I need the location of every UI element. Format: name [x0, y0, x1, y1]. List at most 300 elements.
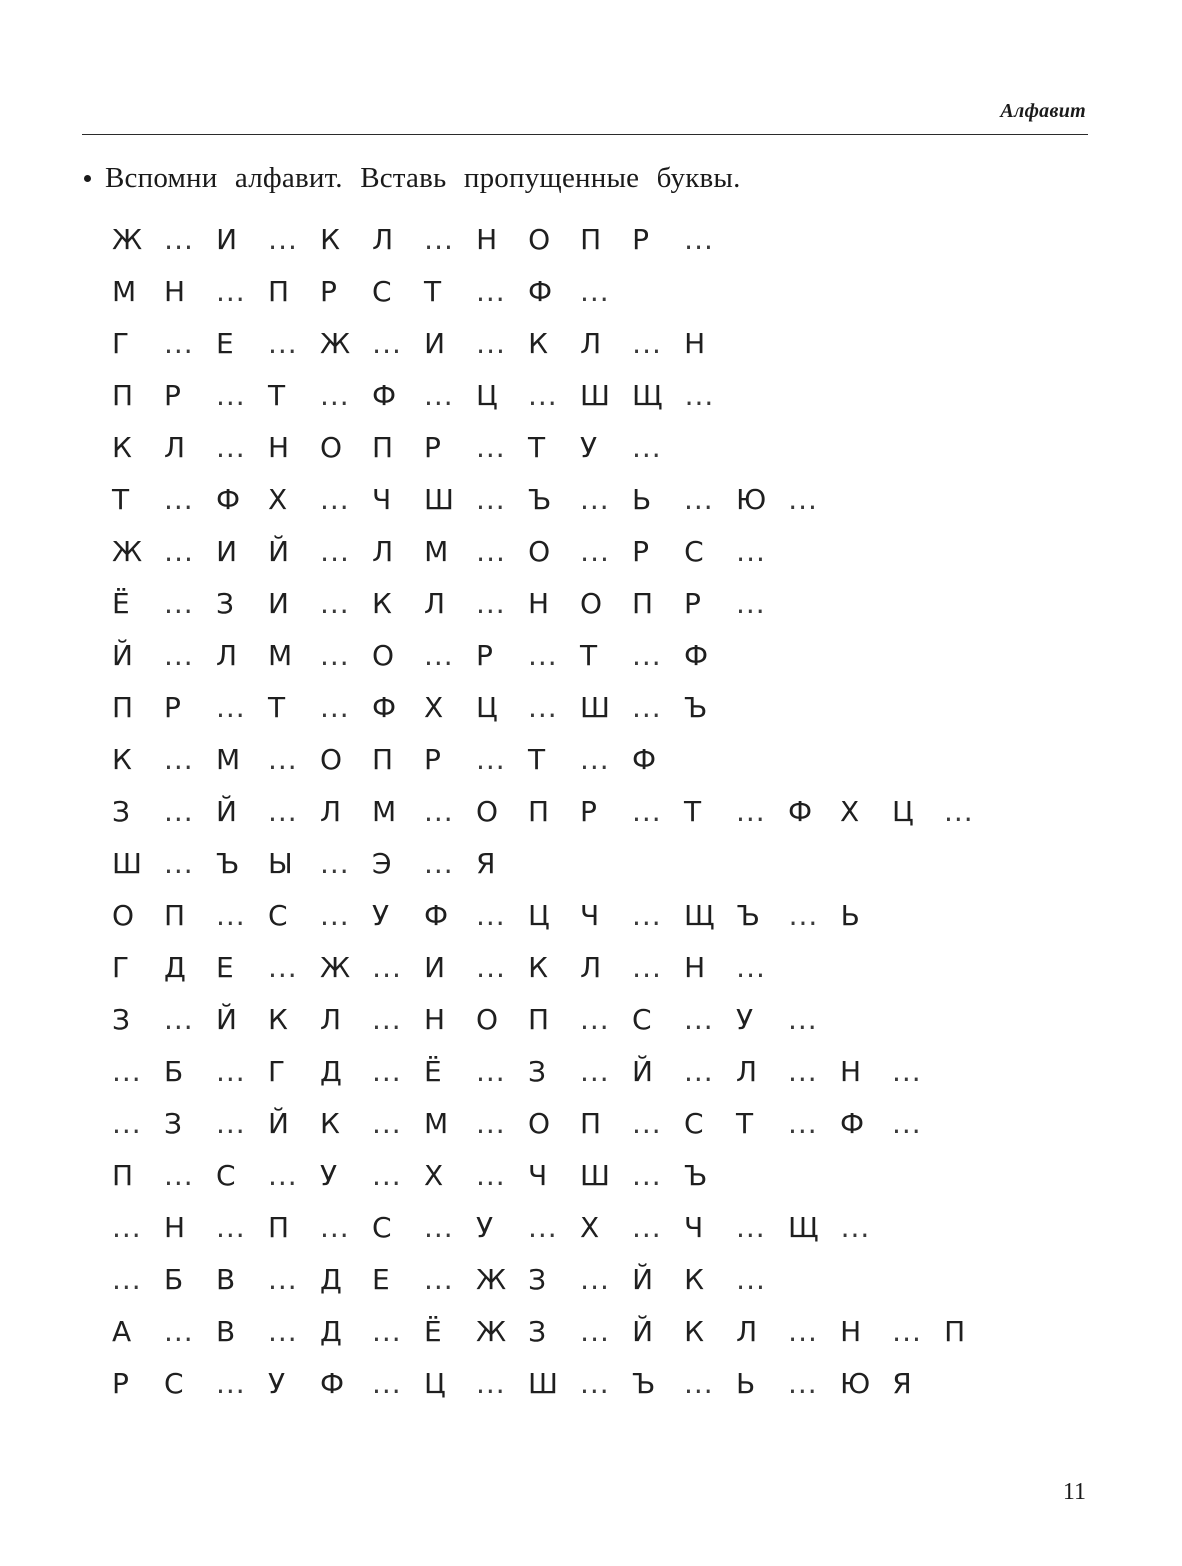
letter-cell: Ф: [632, 743, 657, 776]
letter-cell: Х: [840, 795, 860, 828]
letter-cell: Р: [424, 431, 441, 464]
blank-cell[interactable]: ...: [476, 483, 506, 516]
letter-cell: Ж: [476, 1263, 507, 1296]
blank-cell[interactable]: ...: [580, 743, 610, 776]
letter-cell: С: [372, 275, 392, 308]
letter-cell: Ц: [424, 1367, 446, 1400]
letter-cell: Д: [164, 951, 186, 984]
blank-cell[interactable]: ...: [632, 1211, 662, 1244]
blank-cell[interactable]: ...: [632, 795, 662, 828]
letter-cell: Л: [580, 951, 602, 984]
letter-cell: А: [112, 1315, 132, 1348]
letter-cell: У: [736, 1003, 754, 1036]
blank-cell[interactable]: ...: [580, 1263, 610, 1296]
letter-cell: Ё: [424, 1315, 442, 1348]
blank-cell[interactable]: ...: [268, 951, 298, 984]
letter-cell: К: [684, 1315, 705, 1348]
blank-cell[interactable]: ...: [892, 1107, 922, 1140]
letter-cell: Л: [320, 1003, 342, 1036]
letter-cell: О: [476, 795, 499, 828]
blank-cell[interactable]: ...: [736, 587, 766, 620]
blank-cell[interactable]: ...: [112, 1055, 142, 1088]
letter-cell: Т: [580, 639, 598, 672]
letter-cell: Р: [632, 535, 650, 568]
task-instruction: [84, 162, 1062, 195]
letter-cell: У: [268, 1367, 286, 1400]
exercise-row: [112, 1202, 1122, 1254]
letter-cell: В: [216, 1263, 236, 1296]
exercise-row: [112, 526, 1122, 578]
letter-cell: Н: [840, 1055, 862, 1088]
letter-cell: Ц: [476, 379, 498, 412]
blank-cell[interactable]: ...: [268, 1263, 298, 1296]
letter-cell: С: [372, 1211, 392, 1244]
exercise-row: [112, 266, 1122, 318]
letter-cell: Г: [112, 951, 130, 984]
blank-cell[interactable]: ...: [944, 795, 974, 828]
letter-cell: Н: [164, 275, 186, 308]
letter-cell: Я: [892, 1367, 912, 1400]
letter-cell: Н: [684, 951, 706, 984]
letter-cell: З: [528, 1263, 547, 1296]
letter-cell: П: [372, 743, 394, 776]
exercise-row: [112, 1254, 1122, 1306]
letter-cell: Ф: [528, 275, 553, 308]
letter-cell: Н: [840, 1315, 862, 1348]
letter-cell: Ш: [580, 1159, 610, 1192]
blank-cell[interactable]: ...: [320, 899, 350, 932]
blank-cell[interactable]: ...: [372, 327, 402, 360]
blank-cell[interactable]: ...: [476, 1055, 506, 1088]
blank-cell[interactable]: ...: [320, 379, 350, 412]
letter-cell: Х: [580, 1211, 600, 1244]
blank-cell[interactable]: ...: [216, 431, 246, 464]
letter-cell: Ц: [528, 899, 550, 932]
blank-cell[interactable]: ...: [424, 639, 454, 672]
exercise-row: [112, 214, 1122, 266]
blank-cell[interactable]: ...: [320, 483, 350, 516]
letter-cell: У: [372, 899, 390, 932]
blank-cell[interactable]: ...: [580, 1055, 610, 1088]
blank-cell[interactable]: ...: [476, 275, 506, 308]
blank-cell[interactable]: ...: [320, 847, 350, 880]
blank-cell[interactable]: ...: [216, 379, 246, 412]
exercise-row: [112, 1046, 1122, 1098]
blank-cell[interactable]: ...: [320, 587, 350, 620]
blank-cell[interactable]: ...: [372, 1107, 402, 1140]
letter-cell: Н: [268, 431, 290, 464]
letter-cell: З: [164, 1107, 182, 1140]
blank-cell[interactable]: ...: [476, 535, 506, 568]
letter-cell: Р: [684, 587, 701, 620]
letter-cell: Ж: [476, 1315, 507, 1348]
header-divider: [82, 134, 1088, 135]
letter-cell: Г: [268, 1055, 286, 1088]
blank-cell[interactable]: ...: [528, 379, 558, 412]
letter-cell: О: [580, 587, 603, 620]
blank-cell[interactable]: ...: [736, 795, 766, 828]
blank-cell[interactable]: ...: [372, 1315, 402, 1348]
blank-cell[interactable]: ...: [684, 483, 714, 516]
letter-cell: С: [684, 1107, 704, 1140]
blank-cell[interactable]: ...: [112, 1263, 142, 1296]
letter-cell: Ю: [736, 483, 767, 516]
letter-cell: Д: [320, 1315, 342, 1348]
blank-cell[interactable]: ...: [320, 639, 350, 672]
exercise-row: [112, 578, 1122, 630]
blank-cell[interactable]: ...: [112, 1211, 142, 1244]
letter-cell: К: [112, 431, 132, 464]
letter-cell: Ф: [684, 639, 709, 672]
letter-cell: Й: [216, 795, 237, 828]
letter-cell: Ш: [424, 483, 454, 516]
letter-cell: Й: [268, 535, 290, 568]
letter-cell: О: [528, 535, 551, 568]
letter-cell: Ч: [372, 483, 392, 516]
blank-cell[interactable]: ...: [580, 1315, 610, 1348]
blank-cell[interactable]: ...: [164, 639, 194, 672]
exercise-row: [112, 1150, 1122, 1202]
bullet-icon: [84, 175, 91, 182]
blank-cell[interactable]: ...: [892, 1315, 922, 1348]
blank-cell[interactable]: ...: [164, 1315, 194, 1348]
letter-cell: Ш: [112, 847, 142, 880]
blank-cell[interactable]: ...: [528, 691, 558, 724]
blank-cell[interactable]: ...: [164, 795, 194, 828]
letter-cell: О: [372, 639, 395, 672]
letter-cell: И: [216, 535, 238, 568]
letter-cell: Н: [424, 1003, 446, 1036]
blank-cell[interactable]: ...: [424, 223, 454, 256]
blank-cell[interactable]: ...: [632, 431, 662, 464]
letter-cell: Ъ: [216, 847, 240, 880]
blank-cell[interactable]: ...: [788, 1315, 818, 1348]
letter-cell: Л: [320, 795, 342, 828]
letter-cell: К: [528, 951, 549, 984]
letter-cell: Щ: [684, 899, 715, 932]
blank-cell[interactable]: ...: [476, 327, 506, 360]
letter-cell: З: [216, 587, 234, 620]
letter-cell: Й: [216, 1003, 237, 1036]
blank-cell[interactable]: ...: [632, 691, 662, 724]
blank-cell[interactable]: ...: [424, 847, 454, 880]
exercise-row: [112, 682, 1122, 734]
exercise-row: [112, 786, 1122, 838]
letter-cell: Л: [372, 535, 394, 568]
letter-cell: Д: [320, 1263, 342, 1296]
letter-cell: Ъ: [684, 691, 708, 724]
letter-cell: П: [528, 1003, 550, 1036]
blank-cell[interactable]: ...: [476, 951, 506, 984]
letter-cell: П: [112, 379, 134, 412]
letter-cell: Л: [424, 587, 446, 620]
letter-cell: К: [684, 1263, 705, 1296]
letter-cell: В: [216, 1315, 236, 1348]
blank-cell[interactable]: ...: [164, 1003, 194, 1036]
blank-cell[interactable]: ...: [632, 899, 662, 932]
exercise-rows: [112, 214, 1122, 1410]
letter-cell: П: [112, 1159, 134, 1192]
letter-cell: П: [580, 1107, 602, 1140]
letter-cell: Л: [580, 327, 602, 360]
blank-cell[interactable]: ...: [320, 1211, 350, 1244]
blank-cell[interactable]: ...: [892, 1055, 922, 1088]
letter-cell: Ф: [216, 483, 241, 516]
letter-cell: Р: [164, 379, 181, 412]
blank-cell[interactable]: ...: [580, 1003, 610, 1036]
blank-cell[interactable]: ...: [424, 379, 454, 412]
blank-cell[interactable]: ...: [372, 1367, 402, 1400]
blank-cell[interactable]: ...: [164, 327, 194, 360]
letter-cell: Х: [424, 691, 444, 724]
letter-cell: Л: [736, 1055, 758, 1088]
blank-cell[interactable]: ...: [268, 795, 298, 828]
letter-cell: Ч: [580, 899, 600, 932]
blank-cell[interactable]: ...: [112, 1107, 142, 1140]
letter-cell: З: [112, 795, 130, 828]
letter-cell: Р: [164, 691, 181, 724]
blank-cell[interactable]: ...: [372, 951, 402, 984]
blank-cell[interactable]: ...: [788, 483, 818, 516]
blank-cell[interactable]: ...: [684, 1003, 714, 1036]
letter-cell: Ь: [632, 483, 652, 516]
letter-cell: Д: [320, 1055, 342, 1088]
blank-cell[interactable]: ...: [632, 951, 662, 984]
letter-cell: О: [320, 743, 343, 776]
blank-cell[interactable]: ...: [320, 535, 350, 568]
blank-cell[interactable]: ...: [164, 223, 194, 256]
blank-cell[interactable]: ...: [736, 1263, 766, 1296]
blank-cell[interactable]: ...: [580, 1367, 610, 1400]
blank-cell[interactable]: ...: [320, 691, 350, 724]
blank-cell[interactable]: ...: [372, 1055, 402, 1088]
blank-cell[interactable]: ...: [580, 535, 610, 568]
letter-cell: К: [320, 223, 341, 256]
letter-cell: З: [112, 1003, 130, 1036]
exercise-row: [112, 422, 1122, 474]
blank-cell[interactable]: ...: [788, 1107, 818, 1140]
blank-cell[interactable]: ...: [528, 1211, 558, 1244]
blank-cell[interactable]: ...: [736, 1211, 766, 1244]
letter-cell: Р: [476, 639, 493, 672]
letter-cell: У: [476, 1211, 494, 1244]
blank-cell[interactable]: ...: [528, 639, 558, 672]
letter-cell: Л: [216, 639, 238, 672]
blank-cell[interactable]: ...: [476, 743, 506, 776]
letter-cell: П: [632, 587, 654, 620]
letter-cell: Ф: [424, 899, 449, 932]
letter-cell: И: [424, 951, 446, 984]
letter-cell: П: [528, 795, 550, 828]
letter-cell: Ж: [112, 535, 143, 568]
blank-cell[interactable]: ...: [424, 795, 454, 828]
letter-cell: Е: [216, 951, 234, 984]
letter-cell: М: [216, 743, 241, 776]
blank-cell[interactable]: ...: [476, 587, 506, 620]
letter-cell: С: [216, 1159, 236, 1192]
blank-cell[interactable]: ...: [164, 743, 194, 776]
letter-cell: З: [528, 1055, 546, 1088]
letter-cell: Ц: [476, 691, 498, 724]
letter-cell: О: [320, 431, 343, 464]
letter-cell: Р: [424, 743, 441, 776]
blank-cell[interactable]: ...: [216, 899, 246, 932]
blank-cell[interactable]: ...: [788, 1367, 818, 1400]
blank-cell[interactable]: ...: [736, 535, 766, 568]
exercise-row: [112, 318, 1122, 370]
blank-cell[interactable]: ...: [216, 1107, 246, 1140]
letter-cell: Н: [684, 327, 706, 360]
blank-cell[interactable]: ...: [216, 1211, 246, 1244]
letter-cell: Т: [528, 743, 546, 776]
letter-cell: Э: [372, 847, 392, 880]
letter-cell: Т: [424, 275, 442, 308]
blank-cell[interactable]: ...: [164, 587, 194, 620]
letter-cell: К: [320, 1107, 340, 1140]
letter-cell: Щ: [788, 1211, 819, 1244]
letter-cell: О: [112, 899, 135, 932]
letter-cell: Ж: [320, 951, 351, 984]
blank-cell[interactable]: ...: [372, 1159, 402, 1192]
letter-cell: Щ: [632, 379, 663, 412]
letter-cell: О: [476, 1003, 499, 1036]
letter-cell: Б: [164, 1263, 184, 1296]
blank-cell[interactable]: ...: [684, 1367, 714, 1400]
letter-cell: М: [424, 535, 449, 568]
blank-cell[interactable]: ...: [268, 223, 298, 256]
letter-cell: П: [372, 431, 394, 464]
letter-cell: Ё: [112, 587, 130, 620]
blank-cell[interactable]: ...: [580, 483, 610, 516]
letter-cell: Р: [580, 795, 597, 828]
letter-cell: Ф: [372, 691, 397, 724]
letter-cell: Ф: [788, 795, 813, 828]
letter-cell: Г: [112, 327, 130, 360]
letter-cell: К: [112, 743, 132, 776]
blank-cell[interactable]: ...: [372, 1003, 402, 1036]
letter-cell: О: [528, 1107, 551, 1140]
blank-cell[interactable]: ...: [788, 1003, 818, 1036]
blank-cell[interactable]: ...: [632, 639, 662, 672]
letter-cell: У: [320, 1159, 338, 1192]
page-number: 11: [1062, 1479, 1086, 1505]
letter-cell: Б: [164, 1055, 184, 1088]
letter-cell: Ш: [580, 691, 610, 724]
letter-cell: Й: [632, 1263, 654, 1296]
letter-cell: Й: [268, 1107, 289, 1140]
blank-cell[interactable]: ...: [632, 1107, 662, 1140]
blank-cell[interactable]: ...: [476, 1159, 506, 1192]
blank-cell[interactable]: ...: [736, 951, 766, 984]
letter-cell: Ч: [684, 1211, 704, 1244]
letter-cell: Н: [476, 223, 498, 256]
blank-cell[interactable]: ...: [580, 275, 610, 308]
letter-cell: Ж: [112, 223, 143, 256]
blank-cell[interactable]: ...: [164, 847, 194, 880]
letter-cell: Я: [476, 847, 496, 880]
exercise-row: [112, 1358, 1122, 1410]
blank-cell[interactable]: ...: [476, 899, 506, 932]
letter-cell: Й: [632, 1055, 653, 1088]
letter-cell: Н: [528, 587, 550, 620]
letter-cell: Е: [216, 327, 234, 360]
blank-cell[interactable]: ...: [788, 899, 819, 932]
letter-cell: Л: [372, 223, 394, 256]
letter-cell: С: [164, 1367, 184, 1400]
letter-cell: М: [424, 1107, 449, 1140]
letter-cell: К: [528, 327, 549, 360]
letter-cell: Ф: [840, 1107, 865, 1140]
blank-cell[interactable]: ...: [684, 223, 714, 256]
blank-cell[interactable]: ...: [476, 1367, 506, 1400]
exercise-row: [112, 994, 1122, 1046]
blank-cell[interactable]: ...: [632, 1159, 662, 1192]
letter-cell: М: [372, 795, 397, 828]
blank-cell[interactable]: ...: [424, 1211, 454, 1244]
letter-cell: Ж: [320, 327, 351, 360]
blank-cell[interactable]: ...: [424, 1263, 454, 1296]
letter-cell: Ю: [840, 1367, 871, 1400]
blank-cell[interactable]: ...: [684, 379, 715, 412]
letter-cell: Т: [268, 691, 286, 724]
letter-cell: Й: [112, 639, 133, 672]
blank-cell[interactable]: ...: [268, 1159, 298, 1192]
letter-cell: И: [268, 587, 289, 620]
blank-cell[interactable]: ...: [164, 483, 194, 516]
letter-cell: П: [268, 275, 290, 308]
blank-cell[interactable]: ...: [684, 1055, 714, 1088]
blank-cell[interactable]: ...: [216, 1367, 246, 1400]
letter-cell: Л: [164, 431, 186, 464]
letter-cell: К: [372, 587, 392, 620]
exercise-row: [112, 630, 1122, 682]
letter-cell: Ф: [320, 1367, 345, 1400]
blank-cell[interactable]: ...: [216, 691, 246, 724]
letter-cell: С: [268, 899, 288, 932]
blank-cell[interactable]: ...: [268, 327, 298, 360]
letter-cell: Т: [736, 1107, 754, 1140]
blank-cell[interactable]: ...: [788, 1055, 818, 1088]
letter-cell: Ё: [424, 1055, 442, 1088]
blank-cell[interactable]: ...: [216, 275, 246, 308]
blank-cell[interactable]: ...: [164, 535, 194, 568]
letter-cell: И: [216, 223, 238, 256]
blank-cell[interactable]: ...: [840, 1211, 871, 1244]
letter-cell: С: [684, 535, 704, 568]
letter-cell: Ъ: [632, 1367, 656, 1400]
exercise-row: [112, 890, 1122, 942]
letter-cell: И: [424, 327, 446, 360]
letter-cell: П: [580, 223, 602, 256]
blank-cell[interactable]: ...: [216, 1055, 246, 1088]
letter-cell: П: [268, 1211, 290, 1244]
letter-cell: Ч: [528, 1159, 548, 1192]
letter-cell: О: [528, 223, 551, 256]
letter-cell: Ь: [840, 899, 860, 932]
letter-cell: Х: [268, 483, 288, 516]
blank-cell[interactable]: ...: [268, 1315, 298, 1348]
blank-cell[interactable]: ...: [164, 1159, 194, 1192]
exercise-row: [112, 838, 1122, 890]
blank-cell[interactable]: ...: [476, 1107, 506, 1140]
letter-cell: Ъ: [528, 483, 552, 516]
blank-cell[interactable]: ...: [268, 743, 298, 776]
letter-cell: Х: [424, 1159, 444, 1192]
exercise-row: [112, 1306, 1122, 1358]
exercise-row: [112, 1098, 1122, 1150]
blank-cell[interactable]: ...: [632, 327, 662, 360]
blank-cell[interactable]: ...: [476, 431, 506, 464]
